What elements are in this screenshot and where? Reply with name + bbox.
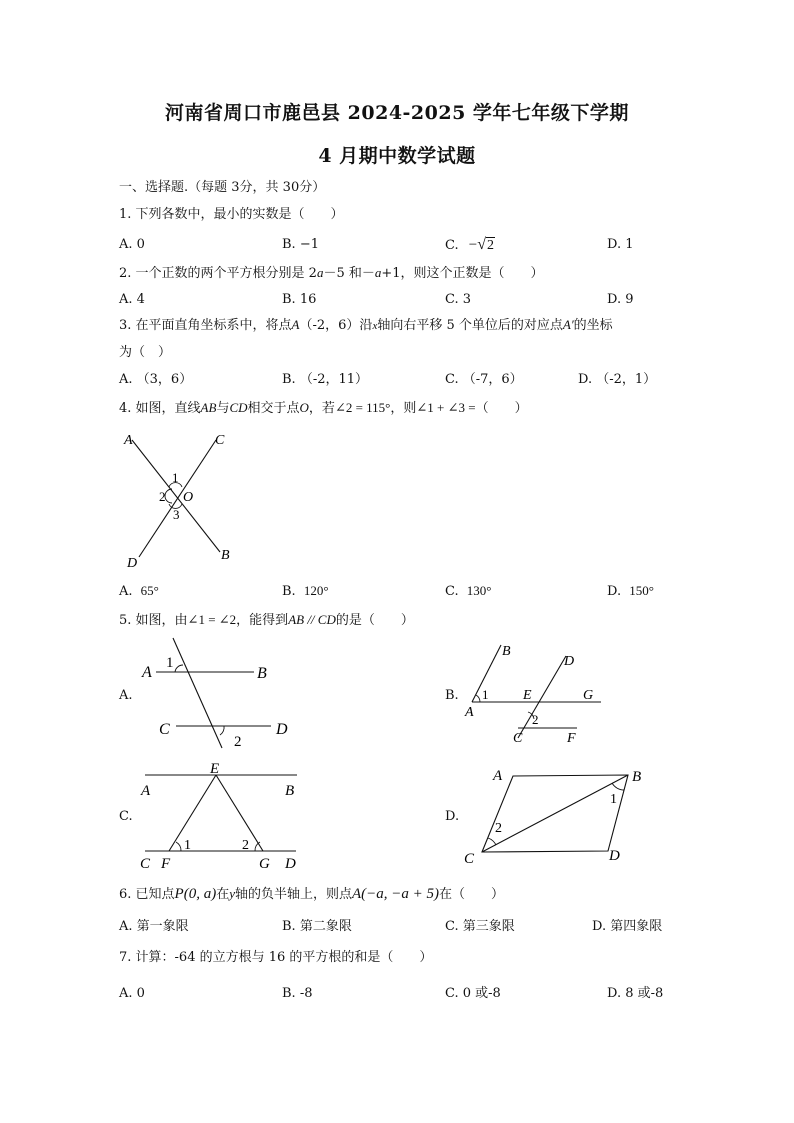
q4-option-a: [119, 583, 159, 600]
q5-stem-tail: 的是（ ）: [335, 613, 414, 628]
q2-var-a2: a: [374, 265, 382, 280]
figc-label-e: E: [210, 761, 220, 777]
figc-angle-2-arc: [255, 842, 260, 851]
q2-stem-post: +1，则这个正数是（ ）: [381, 266, 544, 281]
q6-stem-mid2: 轴的负半轴上，则点: [235, 887, 353, 902]
q1-option-b: B. −1: [282, 237, 319, 252]
q4-angle-1: 1: [172, 470, 179, 485]
q1-minus-sign: −: [468, 237, 478, 253]
q5-result: AB // CD: [288, 612, 336, 627]
figb-label-d: D: [564, 654, 575, 669]
exam-title-line1: 河南省周口市鹿邑县 2024-2025 学年七年级下学期: [165, 102, 629, 124]
q3-stem-line2: 为（ ）: [119, 345, 172, 360]
figc-angle-2: 2: [242, 838, 249, 853]
q3-point-a: A: [291, 317, 300, 332]
q3-stem: [119, 317, 613, 334]
figd-label-c: C: [464, 851, 475, 867]
figa-angle-2-arc: [220, 726, 224, 735]
q3-stem-tail: 的坐标: [573, 318, 613, 333]
q6-option-a: A. 第一象限: [119, 919, 189, 934]
q6-option-d: D. 第四象限: [592, 919, 663, 934]
q4-label-c: C: [215, 433, 225, 448]
q6-option-b: B. 第二象限: [282, 919, 352, 934]
line-cd: [139, 440, 216, 557]
q4-ask: ∠1 + ∠3 =: [416, 400, 476, 415]
figc-angle-1: 1: [184, 838, 191, 853]
q4-stem: [119, 400, 528, 417]
q4-point-o: O: [299, 400, 309, 415]
q5-stem: [119, 612, 414, 629]
q2-var-a1: a: [316, 265, 324, 280]
figc-label-c: C: [140, 856, 151, 872]
q4-option-b-value: 120°: [303, 583, 329, 598]
figc-label-a: A: [141, 783, 151, 799]
q4-option-b-label: B.: [282, 584, 296, 599]
q1-option-c: [445, 237, 495, 254]
q4-stem-mid2: 相交于点: [247, 401, 300, 416]
q3-point-a-prime: A′: [562, 317, 574, 332]
q2-stem-pre: 2. 一个正数的两个平方根分别是 2: [119, 266, 317, 281]
q3-option-b: B. （-2，11）: [282, 372, 369, 387]
figd-angle-1: 1: [610, 792, 617, 807]
q6-stem: [119, 886, 504, 903]
q1-option-c-label: C.: [445, 238, 459, 253]
figa-transversal: [173, 638, 222, 748]
q2-stem: [119, 265, 544, 282]
figb-label-a: A: [465, 705, 474, 720]
q4-stem-mid1: 与: [216, 401, 230, 416]
q3-option-c: C. （-7，6）: [445, 372, 523, 387]
figd-angle-2: 2: [495, 821, 502, 836]
q2-option-a: A. 4: [119, 292, 145, 307]
figa-angle-1: 1: [166, 655, 174, 671]
q4-stem-mid3: ，若: [308, 401, 335, 416]
figd-label-a: A: [493, 768, 503, 784]
q5-option-a-label: A.: [119, 688, 133, 703]
q6-point-a: A(−a, −a + 5): [352, 886, 440, 902]
q4-option-b: [282, 583, 329, 600]
figa-label-a: A: [142, 664, 152, 681]
figb-label-b: B: [502, 644, 511, 659]
q4-angle-3: 3: [173, 507, 180, 522]
q4-line-ab: AB: [200, 400, 217, 415]
line-ab: [132, 440, 220, 552]
q5-option-d-label: D.: [445, 809, 460, 824]
q4-stem-tail: （ ）: [475, 401, 528, 416]
q4-option-c: [445, 583, 491, 600]
q1-radicand: 2: [487, 238, 495, 253]
q5-figure-b: [460, 640, 610, 750]
q3-coord: （-2，6）沿: [299, 318, 373, 333]
figb-label-g: G: [583, 688, 594, 703]
q4-option-a-label: A.: [119, 584, 133, 599]
figa-label-b: B: [257, 665, 267, 682]
q5-condition: ∠1 = ∠2: [187, 612, 237, 627]
q4-label-d: D: [127, 556, 138, 570]
q3-stem-mid: 轴向右平移 5 个单位后的对应点: [377, 318, 563, 333]
q7-option-d: D. 8 或-8: [607, 986, 664, 1001]
figb-label-c: C: [513, 731, 523, 746]
q3-stem-pre: 3. 在平面直角坐标系中，将点: [119, 318, 292, 333]
q4-angle-2: 2: [159, 489, 166, 504]
q1-option-d: D. 1: [607, 237, 634, 252]
exam-title-line2: 4 月期中数学试题: [318, 145, 476, 167]
q6-stem-mid1: 在: [216, 887, 230, 902]
q6-point-p: P(0, a): [174, 886, 217, 902]
q7-option-a: A. 0: [119, 986, 145, 1001]
q5-stem-pre: 5. 如图，由: [119, 613, 188, 628]
q4-option-c-value: 130°: [466, 583, 492, 598]
figd-label-d: D: [609, 848, 620, 864]
q4-option-d-label: D.: [607, 584, 622, 599]
figd-angle-2-arc: [488, 838, 496, 845]
q5-option-b-label: B.: [445, 688, 459, 703]
sqrt-sign: √: [477, 236, 487, 253]
q5-figure-a: [138, 632, 298, 752]
q3-axis: x: [372, 320, 378, 332]
figb-angle-1-arc: [476, 695, 480, 702]
figb-label-e: E: [523, 688, 532, 703]
figd-diagonal-bc: [482, 775, 628, 852]
figb-angle-2: 2: [532, 712, 539, 727]
q2-option-d: D. 9: [607, 292, 634, 307]
q4-label-b: B: [221, 548, 230, 563]
q4-condition: ∠2 = 115°: [334, 400, 391, 415]
q1-option-a: A. 0: [119, 237, 145, 252]
q4-stem-mid4: ，则: [390, 401, 417, 416]
q1-stem: 1. 下列各数中，最小的实数是（ ）: [119, 207, 344, 222]
q4-label-a: A: [124, 433, 133, 448]
figc-label-f: F: [161, 856, 171, 872]
figc-segment-eg: [216, 775, 263, 851]
figc-label-d: D: [285, 856, 296, 872]
q4-label-o: O: [183, 490, 194, 505]
angle-2-arc: [165, 489, 172, 503]
q7-stem: 7. 计算：-64 的立方根与 16 的平方根的和是（ ）: [119, 950, 433, 965]
q6-stem-pre: 6. 已知点: [119, 887, 175, 902]
figc-label-g: G: [259, 856, 270, 872]
q6-axis: y: [229, 886, 235, 901]
figb-angle-1: 1: [482, 687, 489, 702]
q3-option-d: D. （-2，1）: [578, 372, 657, 387]
figc-segment-ef: [169, 775, 216, 851]
figd-angle-1-arc: [612, 783, 624, 790]
figa-angle-2: 2: [234, 734, 242, 750]
q5-stem-mid: ，能得到: [236, 613, 289, 628]
q7-option-c: C. 0 或-8: [445, 986, 501, 1001]
q5-figure-d: [460, 763, 660, 871]
q4-option-a-value: 65°: [140, 583, 159, 598]
q6-stem-tail: 在（ ）: [439, 887, 505, 902]
q5-option-c-label: C.: [119, 809, 133, 824]
q4-figure: [118, 428, 248, 570]
q2-option-c: C. 3: [445, 292, 472, 307]
q2-stem-mid: －5 和－: [323, 266, 375, 281]
figb-label-f: F: [567, 731, 576, 746]
figc-label-b: B: [285, 783, 295, 799]
q7-option-b: B. -8: [282, 986, 313, 1001]
figa-angle-1-arc: [175, 665, 183, 672]
figa-label-c: C: [159, 721, 170, 738]
q2-option-b: B. 16: [282, 292, 317, 307]
figd-label-b: B: [632, 769, 642, 785]
figc-angle-1-arc: [176, 842, 181, 851]
q4-option-d-value: 150°: [629, 583, 654, 598]
q3-option-a: A. （3，6）: [119, 372, 193, 387]
q4-line-cd: CD: [229, 400, 248, 415]
q5-figure-c: [136, 758, 306, 874]
q4-option-c-label: C.: [445, 584, 459, 599]
q6-option-c: C. 第三象限: [445, 919, 515, 934]
q4-option-d: [607, 583, 654, 600]
figa-label-d: D: [276, 721, 288, 738]
q4-stem-pre: 4. 如图，直线: [119, 401, 201, 416]
section-heading: 一、选择题.（每题 3分，共 30分）: [119, 180, 326, 195]
